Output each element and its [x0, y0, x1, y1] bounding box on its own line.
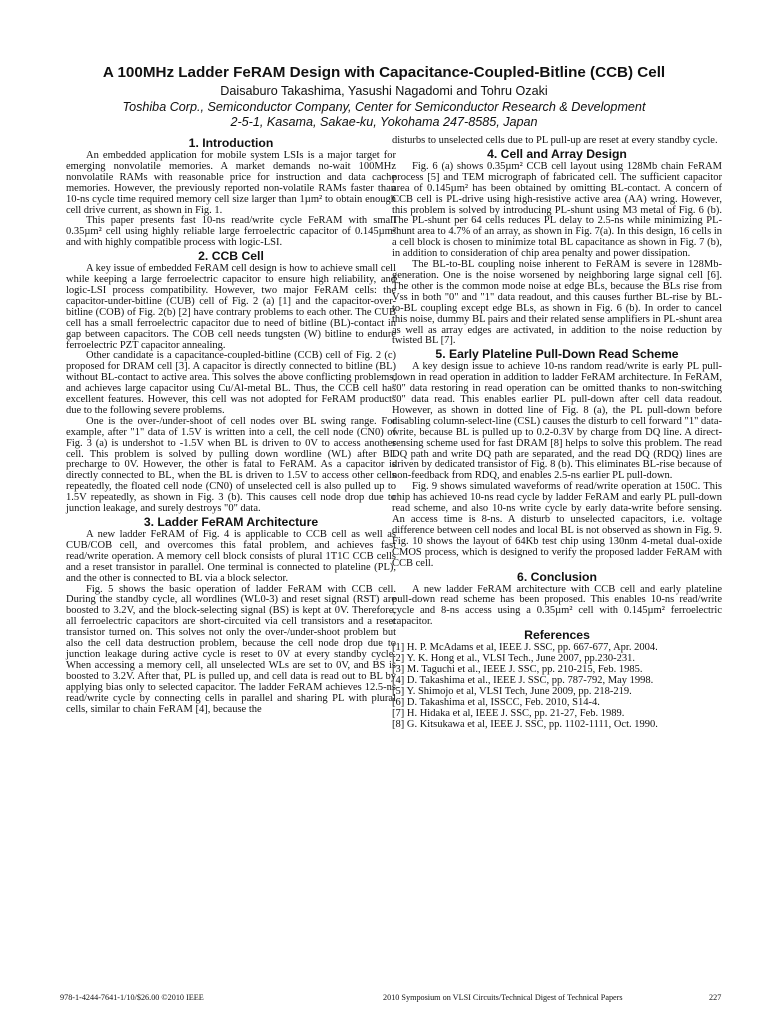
- paragraph: Fig. 9 shows simulated waveforms of read/write operation at 150C. This chip has achieved 10-ns read cycle by ladder FeRAM and early PL pull-down read scheme, and also 10-ns write cycle by early data-write before sensing. An access time is 8-ns. A disturb to unselected capacitors, i.e. voltage difference between cell nodes and local BL is not observed as shown in Fig. 9. Fig. 10 shows the layout of 64Kb test chip using 130nm 4-metal dual-oxide CMOS process, which is designed to verify the proposed ladder FeRAM with CCB cell.: [392, 481, 722, 569]
- paper-authors: Daisaburo Takashima, Yasushi Nagadomi and Tohru Ozaki: [220, 84, 548, 98]
- paragraph: This paper presents fast 10-ns read/write cycle FeRAM with small 0.35µm² cell using highly reliable large ferroelectric capacitor of 0.145µm² and with highly compatible process with logic-LSI.: [66, 215, 396, 249]
- section-heading-introduction: 1. Introduction: [188, 136, 274, 150]
- reference-item: [8] G. Kitsukawa et al, IEEE J. SSC, pp. 1102-1111, Oct. 1990.: [392, 718, 658, 730]
- paragraph: Fig. 5 shows the basic operation of ladder FeRAM with CCB cell. During the standby cycle, all wordlines (WL0-3) and reset signal (RST) are boosted to 3.2V, and the block-selecting signal (BS) is kept at 0V. Therefore, all ferroelectric capacitors are short-circuited via cell transistors and a reset transistor turned on. This solves not only the over-/under-shoot problem but also the cell data destruction problem, because the cell node drop due to junction leakage during active cycle is reset to 0V at every standby cycle. When accessing a memory cell, all unselected WLs are set to 0V, and BS is boosted to 3.2V. After that, PL is pulled up, and cell data is read out to BL by applying bias only to selected capacitor. The ladder FeRAM achieves 12.5-ns read/write cycle by connecting cells in parallel and sharing PL with plural cells, similar to chain FeRAM [4], because the: [66, 583, 396, 715]
- paragraph-continued: disturbs to unselected cells due to PL pull-up are reset at every standby cycle.: [392, 135, 718, 146]
- paragraph: An embedded application for mobile system LSIs is a major target for emerging nonvolatile memories. A market demands no-wait 100MHz nonvolatile RAMs with reasonable price for instruction and data cache memories. However, the previously reported non-volatile RAMs faster than 10-ns cycle time required memory cell size larger than 1µm² to obtain enough cell drive current, as shown in Fig. 1.: [66, 150, 396, 216]
- reference-item: [7] H. Hidaka et al, IEEE J. SSC, pp. 21-27, Feb. 1989.: [392, 707, 625, 719]
- right-column: [392, 136, 722, 730]
- reference-item: [6] D. Takashima et al, ISSCC, Feb. 2010, S14-4.: [392, 696, 600, 708]
- affiliation-line-1: Toshiba Corp., Semiconductor Company, Center for Semiconductor Research & Development: [122, 99, 646, 114]
- page-number: 227: [709, 993, 722, 1002]
- paragraph: A new ladder FeRAM architecture with CCB cell and early plateline pull-down read scheme has been proposed. This enables 10-ns read/write cycle and 8-ns access using a 0.35µm² cell with 0.145µm² ferroelectric capacitor.: [392, 583, 722, 628]
- paper-title: A 100MHz Ladder FeRAM Design with Capacitance-Coupled-Bitline (CCB) Cell: [102, 64, 666, 81]
- section-heading-ladder-feram-architecture: 3. Ladder FeRAM Architecture: [143, 515, 319, 529]
- paragraph: The BL-to-BL coupling noise inherent to FeRAM is severe in 128Mb-generation. One is the noise worsened by neighboring large signal cell [6]. The other is the common mode noise at edge BLs, because the BLs rise from Vss in both "0" and "1" data readout, and this causes further BL-rise by BL-to-BL coupling except edge BLs, as shown in Fig. 6 (b). In order to cancel this noise, dummy BL pairs and their related sense amplifiers in PL-shunt area as well as array edges are activated, in addition to the noise reduction by twisted BL [7].: [392, 259, 722, 347]
- footer-symposium: 2010 Symposium on VLSI Circuits/Technical Digest of Technical Papers: [383, 993, 623, 1002]
- section-heading-references: References: [524, 628, 590, 643]
- paragraph: A new ladder FeRAM of Fig. 4 is applicable to CCB cell as well as CUB/COB cell, and overcomes this fatal problem, and achieves fast read/write operation. A memory cell block consists of plural 1T1C CCB cells and a reset transistor in parallel. One terminal is connected to plateline (PL), and the other is connected to BL via a block selector.: [66, 529, 396, 584]
- paragraph: Other candidate is a capacitance-coupled-bitline (CCB) cell of Fig. 2 (c) proposed for DRAM cell [3]. A capacitor is directly connected to bitline (BL) without BL-contact to active area. This solves the above conflicting problems, and achieves large capacitor using Cu/Al-metal BL. Thus, the CCB cell has excellent features. However, this cell was not adopted for FeRAM products due to the following severe problems.: [66, 350, 396, 416]
- paragraph: A key design issue to achieve 10-ns random read/write is early PL pull-down in read operation in addition to ladder FeRAM architecture. In FeRAM, "0" data restoring in read operation can be omitted thanks to non-switching "0" data read. This enables earlier PL pull-down after cell data readout. However, as shown in dotted line of Fig. 8 (a), the PL pull-down before disabling column-select-line (CSL) causes the disturb to cell forward "1" data-write, because BL is pulled up to 0.2-0.3V by charge from DQ line. A direct-sensing scheme used for fast DRAM [8] helps to solve this problem. The read DQ path and write DQ path are separated, and the read DQ (RDQ) lines are driven by dedicated transistor of Fig. 8 (b). This eliminates BL-rise because of non-feedback from RDQ, and enables 2.5-ns earlier PL pull-down.: [392, 361, 722, 482]
- paper-header: [0, 62, 768, 131]
- affiliation-line-2: 2-5-1, Kasama, Sakae-ku, Yokohama 247-8585, Japan: [230, 115, 538, 129]
- reference-item: [4] D. Takashima et al., IEEE J. SSC, pp. 787-792, May 1998.: [392, 674, 654, 686]
- paragraph: A key issue of embedded FeRAM cell design is how to achieve small cell while keeping a large ferroelectric capacitor to ensure high reliability, and logic-LSI process compatibility. However, two major FeRAM cells: the capacitor-under-bitline (CUB) cell of Fig. 2 (a) [1] and the capacitor-over-bitline (COB) of Fig. 2(b) [2] have contrary problems to each other. The CUB cell has a small ferroelectric capacitor due to need of bitline (BL)-contact in gap between capacitors. The COB cell needs tungsten (W) bitline to endure ferroelectric PZT capacitor annealing.: [66, 263, 396, 351]
- paragraph: One is the over-/under-shoot of cell nodes over BL swing range. For example, after "1" data of 1.5V is written into a cell, the cell node (CN0) of Fig. 3 (a) is undershot to -1.5V when BL is driven to 0V to access another cell. This problem is solved by pulling down wordline (WL) after BL precharge to 0V. However, the other is fatal to FeRAM. As a capacitor is directly connected to BL, when the BL is driven to 1.5V to access other cells repeatedly, the floated cell node (CN0) of unselected cell is also pulled up to 1.5V repeatedly, as shown in Fig. 3 (b). This causes cell node drop due to junction leakage, and surely destroys "0" data.: [66, 415, 396, 515]
- reference-item: [3] M. Taguchi et al., IEEE J. SSC, pp. 210-215, Feb. 1985.: [392, 663, 643, 675]
- reference-list: [392, 643, 722, 730]
- paragraph: Fig. 6 (a) shows 0.35µm² CCB cell layout using 128Mb chain FeRAM process [5] and TEM micrograph of fabricated cell. The sufficient capacitor area of 0.145µm² has been obtained by omitting BL-contact. A concern of CCB cell is PL-drive using high-resistive active area (AA) wring. However, this problem is solved by introducing PL-shunt using M3 metal of Fig. 6 (b). The PL-shunt per 64 cells reduces PL delay to 2.5-ns while minimizing PL-shunt area to 4.7% of an array, as shown in Fig. 7(a). In this design, 16 cells in a cell block is chosen to minimize total BL capacitance as shown in Fig. 7 (b), in addition to consideration of chip area penalty and power dissipation.: [392, 160, 722, 260]
- reference-item: [1] H. P. McAdams et al, IEEE J. SSC, pp. 667-677, Apr. 2004.: [392, 642, 658, 654]
- section-heading-conclusion: 6. Conclusion: [517, 569, 597, 584]
- reference-item: [2] Y. K. Hong et al., VLSI Tech., June 2007, pp.230-231.: [392, 653, 635, 665]
- section-heading-early-plateline-pull-down: 5. Early Plateline Pull-Down Read Scheme: [435, 347, 679, 362]
- footer-isbn: 978-1-4244-7641-1/10/$26.00 ©2010 IEEE: [60, 993, 204, 1002]
- left-column: [66, 136, 396, 715]
- reference-item: [5] Y. Shimojo et al, VLSI Tech, June 2009, pp. 218-219.: [392, 685, 632, 697]
- section-heading-ccb-cell: 2. CCB Cell: [198, 249, 264, 264]
- section-heading-cell-array-design: 4. Cell and Array Design: [487, 146, 627, 161]
